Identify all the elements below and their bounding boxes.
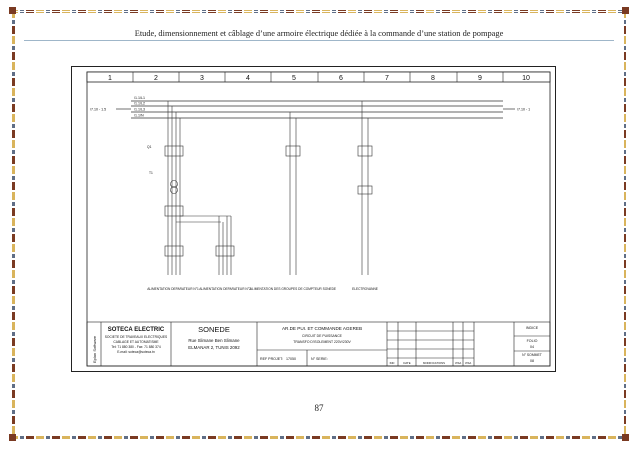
company-line: Tel: 71 880 380 - Fax: 71 880 374	[111, 345, 161, 349]
left-reference: /7.10 - 1.5	[90, 107, 107, 112]
right-block-label: FOLIO	[526, 339, 538, 343]
right-block-label: N° SOMMET	[522, 353, 542, 357]
feeder-caption: ALIMENTATION DEPARATEUR N°1	[147, 287, 199, 291]
column-label: 6	[339, 75, 343, 82]
column-label: 2	[154, 75, 158, 82]
rev-column-header: VISA	[464, 361, 472, 365]
rev-column-header: MODIFICATIONS	[422, 361, 446, 365]
serie-label: N° SERIE:	[311, 357, 328, 361]
drawing-subtitle: CIRCUIT DE PUISSANCE	[302, 334, 342, 338]
column-header	[87, 72, 550, 82]
column-label: 5	[292, 75, 296, 82]
page-number: 87	[314, 403, 324, 413]
vertical-logo: Eplan Software	[92, 335, 97, 363]
right-block-value: 08	[530, 359, 534, 363]
right-block-label: INDICE	[525, 326, 539, 330]
column-label: 3	[200, 75, 204, 82]
rev-column-header: IND	[389, 361, 395, 365]
electrical-schematic	[71, 66, 556, 372]
bus-label: /1.1/L1	[134, 96, 145, 100]
feeder-caption: ALIMENTATION DES GROUPES DE COMPTEUR SONEDE	[249, 287, 337, 291]
feeder-caption: ELECTROVANNE	[352, 287, 378, 291]
company-line: SOCIETE DE TRAVEAUX ELECTRIQUES	[104, 335, 168, 339]
client-address: Rue Slimane Ben Slimane	[188, 338, 240, 343]
bus-label: /1.1/N	[134, 113, 144, 118]
company-line: E-mail: soteca@soteca.tn	[117, 350, 155, 354]
column-label: 4	[246, 75, 250, 82]
right-block-value: 04	[530, 345, 534, 349]
column-label: 8	[431, 75, 435, 82]
rev-column-header: VISA	[454, 361, 462, 365]
bus-label: /1.1/L3	[134, 107, 145, 112]
header-rule	[24, 40, 614, 41]
company-line: CABLAGE ET AUTOMATISME	[113, 340, 159, 344]
drawing-subtitle: TRANSFO D'ISOLEMENT 220V/230V	[293, 340, 351, 344]
header-title: Etude, dimensionnement et câblage d’une armoire électrique dédiée à la commande d’une station de pompage	[134, 29, 504, 38]
column-label: 1	[108, 75, 112, 82]
client-name: SONEDE	[198, 325, 230, 334]
right-reference: /7.10 - 1	[517, 107, 531, 112]
bus-label: /1.1/L2	[134, 101, 145, 106]
drawing-title: AR.DE PUI. ET COMMANDE AGEREB	[281, 326, 363, 331]
ref-projet-value: 17050	[286, 357, 296, 361]
column-label: 9	[478, 75, 482, 82]
component-tag: T1	[149, 171, 153, 175]
column-label: 10	[522, 75, 530, 82]
feeder-caption: ALIMENTATION DEPARATEUR N°2	[199, 287, 251, 291]
component-tag: Q1	[147, 145, 152, 149]
company-name: SOTECA ELECTRIC	[107, 327, 165, 333]
rev-column-header: DATE	[403, 361, 411, 365]
column-label: 7	[385, 75, 389, 82]
ref-projet-label: REF PROJET:	[260, 357, 283, 361]
client-address: ELMANAR 2, TUNIS 2092	[188, 345, 240, 350]
